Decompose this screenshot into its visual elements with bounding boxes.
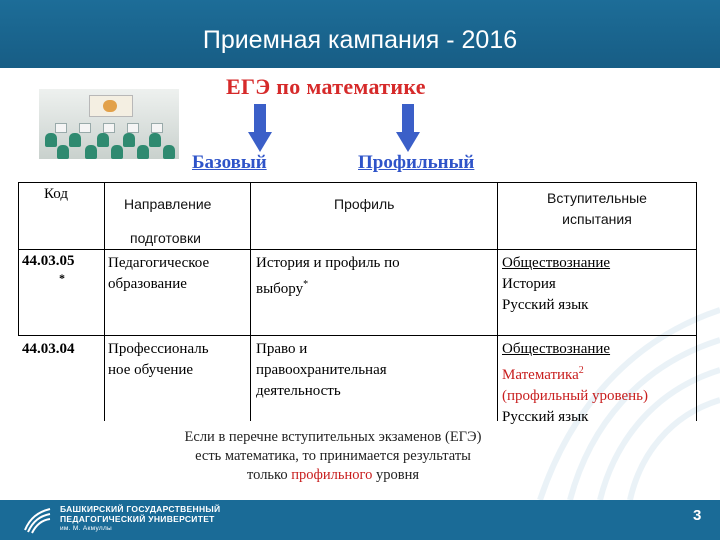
arrow-down-profile-icon bbox=[396, 104, 420, 152]
row2-direction bbox=[108, 339, 209, 381]
university-name-line3: им. М. Акмуллы bbox=[60, 525, 113, 532]
note-line3-pre: только bbox=[246, 467, 292, 483]
slide-header bbox=[0, 0, 720, 68]
university-logo-icon bbox=[22, 504, 52, 534]
note-line3-post: уровня bbox=[372, 467, 419, 483]
note-line1: Если в перечне вступительных экзаменов (ЕГЭ) bbox=[184, 429, 482, 445]
row2-profile bbox=[256, 339, 387, 402]
header-exams-line2: испытания bbox=[562, 211, 632, 227]
row1-code-value: 44.03.05 bbox=[22, 253, 75, 269]
level-basic: Базовый bbox=[192, 152, 267, 173]
row1-profile-sup: * bbox=[303, 279, 309, 290]
classroom-photo bbox=[39, 89, 179, 159]
row2-exam-3: (профильный уровень) bbox=[502, 388, 648, 404]
row1-profile-line2-wrap bbox=[256, 274, 400, 300]
row1-direction bbox=[108, 253, 209, 295]
row1-exam-2: История bbox=[502, 276, 556, 292]
row2-exam-4: Русский язык bbox=[502, 409, 589, 425]
row1-direction-line2: образование bbox=[108, 276, 187, 292]
row1-exam-1: Обществознание bbox=[502, 255, 611, 271]
header-direction-line1: Направление bbox=[124, 196, 212, 212]
level-profile: Профильный bbox=[358, 152, 475, 173]
row2-profile-line2: правоохранительная bbox=[256, 362, 387, 378]
row2-exam-2: Математика bbox=[502, 367, 579, 383]
row2-code: 44.03.04 bbox=[22, 341, 75, 357]
header-direction-line2: подготовки bbox=[130, 230, 201, 246]
row1-exam-3: Русский язык bbox=[502, 297, 589, 313]
row1-exams bbox=[502, 253, 610, 316]
header-code: Код bbox=[44, 186, 68, 202]
row2-exam-1: Обществознание bbox=[502, 341, 611, 357]
row2-exams bbox=[502, 339, 648, 428]
row1-profile-line2: выбору bbox=[256, 281, 304, 297]
header-profile: Профиль bbox=[334, 196, 395, 212]
note-line2: есть математика, то принимается результаты bbox=[195, 448, 471, 464]
university-name-line1: БАШКИРСКИЙ ГОСУДАРСТВЕННЫЙ bbox=[60, 504, 221, 514]
slide-title: Приемная кампания - 2016 bbox=[202, 26, 518, 54]
row1-profile-line1: История и профиль по bbox=[256, 255, 400, 271]
row2-direction-line1: Профессиональ bbox=[108, 341, 209, 357]
row1-code-mark: * bbox=[59, 271, 65, 285]
row2-direction-line2: ное обучение bbox=[108, 362, 194, 378]
note-line3 bbox=[120, 466, 546, 485]
slide-footer bbox=[0, 500, 720, 540]
projector-screen bbox=[89, 95, 133, 117]
row2-profile-line1: Право и bbox=[256, 341, 308, 357]
header-exams bbox=[498, 188, 696, 230]
row2-exam-2-wrap bbox=[502, 360, 648, 386]
header-exams-line1: Вступительные bbox=[547, 190, 647, 206]
ege-note bbox=[120, 428, 546, 485]
row1-direction-line1: Педагогическое bbox=[108, 255, 210, 271]
ege-title: ЕГЭ по математике bbox=[226, 74, 426, 99]
row2-exam-2-sup: 2 bbox=[578, 365, 584, 376]
row1-profile bbox=[256, 253, 400, 300]
note-line3-red: профильного bbox=[291, 467, 373, 483]
university-name bbox=[60, 504, 220, 534]
row2-profile-line3: деятельность bbox=[256, 383, 341, 399]
university-name-line2: ПЕДАГОГИЧЕСКИЙ УНИВЕРСИТЕТ bbox=[60, 514, 215, 524]
page-number: 3 bbox=[693, 507, 702, 524]
arrow-down-basic-icon bbox=[248, 104, 272, 152]
row1-code bbox=[22, 251, 102, 284]
